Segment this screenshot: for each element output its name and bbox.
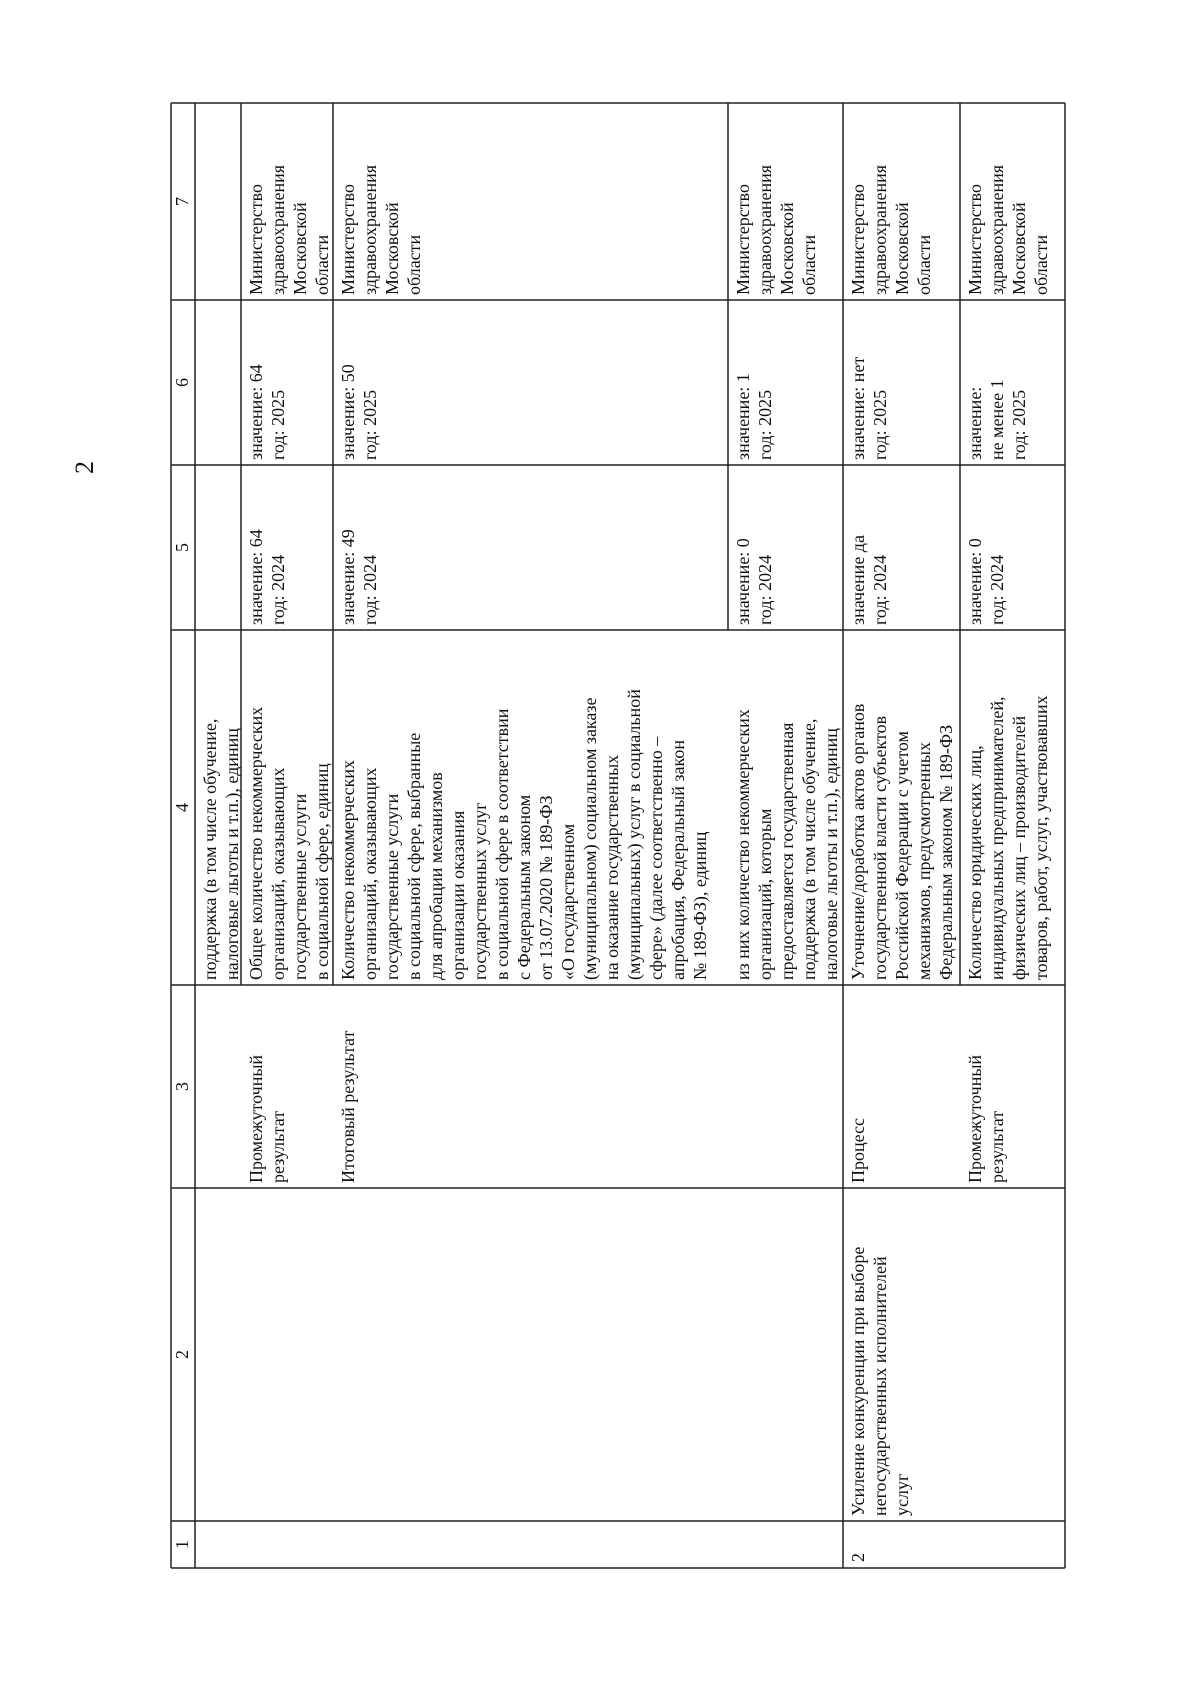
row-4-target-value: значение: нет год: 2025 bbox=[848, 356, 890, 460]
row-3-indicator: из них количество некоммерческих организаций, которым предоставляется государственная поддержка (в том числе обучение, налоговые льготы и т.п.), единиц bbox=[733, 709, 841, 980]
row-2-base-value: значение: 49 год: 2024 bbox=[338, 529, 380, 625]
row-3-target-value: значение: 1 год: 2025 bbox=[733, 373, 775, 460]
row-3-base-value: значение: 0 год: 2024 bbox=[733, 538, 775, 625]
row-4-executor: Министерство здравоохранения Московской области bbox=[848, 164, 934, 295]
header-col-4: 4 bbox=[172, 803, 192, 812]
row-5-indicator: Количество юридических лиц, индивидуальных предпринимателей, физических лиц – производителей товаров, работ, услуг, участвовавших bbox=[965, 695, 1051, 980]
row-2-type: Итоговый результат bbox=[338, 1030, 358, 1183]
rotated-table bbox=[171, 98, 1071, 1568]
row-4-type: Процесс bbox=[848, 1117, 868, 1183]
row-4-number: 2 bbox=[848, 1553, 868, 1562]
row-1-type: Промежуточный результат bbox=[246, 1054, 288, 1183]
row-2-executor: Министерство здравоохранения Московской области bbox=[338, 164, 424, 295]
page-number: 2 bbox=[70, 461, 99, 474]
header-col-2: 2 bbox=[172, 1350, 192, 1359]
row-1-indicator: Общее количество некоммерческих организаций, оказывающих государственные услуги в социальной сфере, единиц bbox=[246, 706, 332, 980]
header-col-6: 6 bbox=[172, 378, 192, 387]
row-5-base-value: значение: 0 год: 2024 bbox=[965, 538, 1007, 625]
row-1-target-value: значение: 64 год: 2025 bbox=[246, 364, 288, 460]
header-col-5: 5 bbox=[172, 543, 192, 552]
header-col-1: 1 bbox=[172, 1540, 192, 1549]
row-4-indicator: Уточнение/доработка актов органов государственной власти субъектов Российской Федерации с учетом механизмов, предусмотренных Федеральным законом № 189-ФЗ bbox=[848, 703, 956, 980]
header-col-7: 7 bbox=[172, 197, 192, 206]
row-5-target-value: значение: не менее 1 год: 2025 bbox=[965, 379, 1029, 460]
row-2-indicator: Количество некоммерческих организаций, оказывающих государственные услуги в социальной сфере, выбранные для апробации механизмов организации оказания государственных услуг в социальной сфере в соответствии с Федеральным законом от 13.07.2020 № 189-ФЗ «О государственном (муниципальном) социальном заказе на оказание государственных (муниципальных) услуг в социальной сфере» (далее соответственно – апробация, Федеральный закон № 189-ФЗ), единиц bbox=[338, 689, 710, 980]
row-4-base-value: значение да год: 2024 bbox=[848, 535, 890, 625]
row-3-executor: Министерство здравоохранения Московской области bbox=[733, 164, 819, 295]
row-4-task: Усиление конкуренции при выборе негосударственных исполнителей услуг bbox=[848, 1246, 912, 1516]
header-col-3: 3 bbox=[172, 1082, 192, 1091]
row-1-base-value: значение: 64 год: 2024 bbox=[246, 529, 288, 625]
row-1-executor: Министерство здравоохранения Московской области bbox=[246, 164, 332, 295]
row-2-target-value: значение: 50 год: 2025 bbox=[338, 364, 380, 460]
row-5-type: Промежуточный результат bbox=[965, 1054, 1007, 1183]
row-5-executor: Министерство здравоохранения Московской области bbox=[965, 164, 1051, 295]
row-0-indicator: поддержка (в том числе обучение, налоговые льготы и т.п.), единиц bbox=[200, 718, 242, 980]
